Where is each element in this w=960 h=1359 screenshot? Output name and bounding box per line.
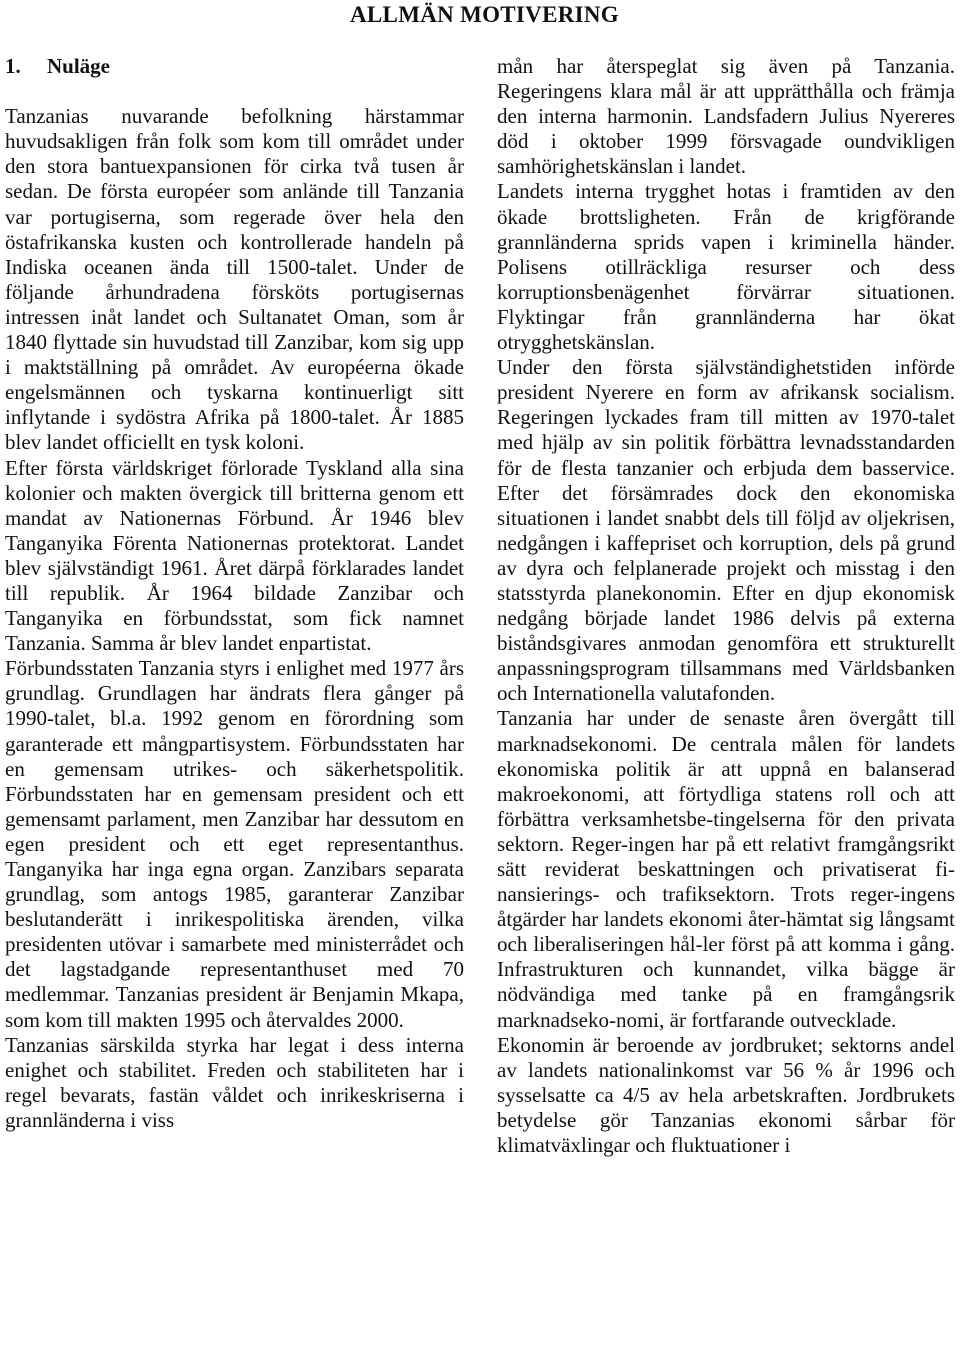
page-title: ALLMÄN MOTIVERING	[350, 2, 619, 27]
section-number: 1.	[5, 54, 21, 78]
paragraph-stability-continued: mån har återspeglat sig även på Tanzania. Regeringens klara mål är att upprätthålla och främja den interna harmonin. Landsfadern Julius Nyereres död i oktober 1999 försvagade oundvikligen samhörighetskänslan i landet.	[497, 54, 955, 179]
right-column	[497, 54, 955, 1158]
section-heading	[5, 54, 464, 79]
paragraph-economy-history: Under den första självständighetstiden införde president Nyerere en form av afrikansk socialism. Regeringen lyckades fram till mitten av 1970-talet med hjälp av sin politik förbättra levnadsstandarden för de flesta tanzanier och erbjuda dem basservice. Efter det försämrades dock den ekonomiska situationen i landet snabbt dels till följd av oljekrisen, nedgången i kaffepriset och korruption, dels på grund av dyra och felplanerade projekt och misstag i den statsstyrda planekonomin. Efter en djup ekonomisk nedgång började landet 1986 delvis på externa biståndsgivares anmodan genomföra ett strukturellt anpassningsprogram tillsammans med Världsbanken och Internationella valutafonden.	[497, 355, 955, 706]
paragraph-constitution: Förbundsstaten Tanzania styrs i enlighet med 1977 års grundlag. Grundlagen har ändrats flera gånger på 1990-talet, bl.a. 1992 genom en förordning som garanterade ett mångpartisystem. Förbundsstaten har en gemensam utrikes- och säkerhetspolitik. Förbundsstaten har en gemensam president och ett gemensamt parlament, men Zanzibar har dessutom en egen president och ett eget representanthus. Tanganyika har inga egna organ. Zanzibars separata grundlag, som antogs 1985, garanterar Zanzibar beslutanderätt i inrikespolitiska ärenden, vilka presidenten utövar i samarbete med ministerrådet och det lagstadgande representanthuset med 70 medlemmar. Tanzanias president är Benjamin Mkapa, som kom till makten 1995 och återvaldes 2000.	[5, 656, 464, 1032]
paragraph-agriculture: Ekonomin är beroende av jordbruket; sektorns andel av landets nationalinkomst var 56 % år 1996 och sysselsatte ca 4/5 av hela arbetskraften. Jordbrukets betydelse gör Tanzanias ekonomi sårbar för klimatväxlingar och fluktuationer i	[497, 1032, 955, 1158]
paragraph-stability: Tanzanias särskilda styrka har legat i dess interna enighet och stabilitet. Freden och stabiliteten har i regel bevarats, fastän våldet och inrikeskriserna i grannländerna i viss	[5, 1032, 464, 1132]
paragraph-security: Landets interna trygghet hotas i framtiden av den ökade brottsligheten. Från de krigförande grannländerna sprids vapen i kriminella händer. Polisens otillräckliga resurser och dess korruptionsbenägenhet förvärrar situationen. Flyktingar från grannländerna har ökat otrygghetskänslan.	[497, 179, 955, 355]
paragraph-market-economy: Tanzania har under de senaste åren övergått till marknadsekonomi. De centrala målen för landets ekonomiska politik är att uppnå en balanserad makroekonomi, att förtydliga statens roll och att förbättra verksamhetsbe-tingelserna för den privata sektorn. Reger-ingen har på ett relativt framgångsrikt sätt reviderat beskattningen och privatiserat fi-nansierings- och trafiksektorn. Trots reger-ingens åtgärder har landets ekonomi åter-hämtat sig långsamt och liberaliseringen hål-ler först på att komma i gång. Infrastrukturen och kunnandet, vilka bägge är nödvändiga med tanke på en framgångsrik marknadseko-nomi, är fortfarande outvecklade.	[497, 706, 955, 1032]
paragraph-history: Tanzanias nuvarande befolkning härstammar huvudsakligen från folk som kom till området under den stora bantuexpansionen för cirka två tusen år sedan. De första européer som anlände till Tanzania var portugiserna, som regerade över hela den östafrikanska kusten och kontrollerade handeln på Indiska oceanen ända till 1500-talet. Under de följande århundradena försköts portugisernas intressen inåt landet och Sultanatet Oman, som år 1840 flyttade sin huvudstad till Zanzibar, kom sig upp i maktställning på området. Av européerna ökade engelsmännen och tyskarna kontinuerligt sitt inflytande i sydöstra Afrika på 1800-talet. År 1885 blev landet officiellt en tysk koloni.	[5, 104, 464, 455]
section-title: Nuläge	[47, 54, 110, 78]
left-column	[5, 54, 464, 1133]
paragraph-independence: Efter första världskriget förlorade Tyskland alla sina kolonier och makten övergick till britterna genom ett mandat av Nationernas Förbund. År 1946 blev Tanganyika Förenta Nationernas protektorat. Landet blev självständigt 1961. Året därpå förklarades landet till republik. År 1964 bildade Zanzibar och Tanganyika en förbundsstat, som fick namnet Tanzania. Samma år blev landet enpartistat.	[5, 455, 464, 656]
